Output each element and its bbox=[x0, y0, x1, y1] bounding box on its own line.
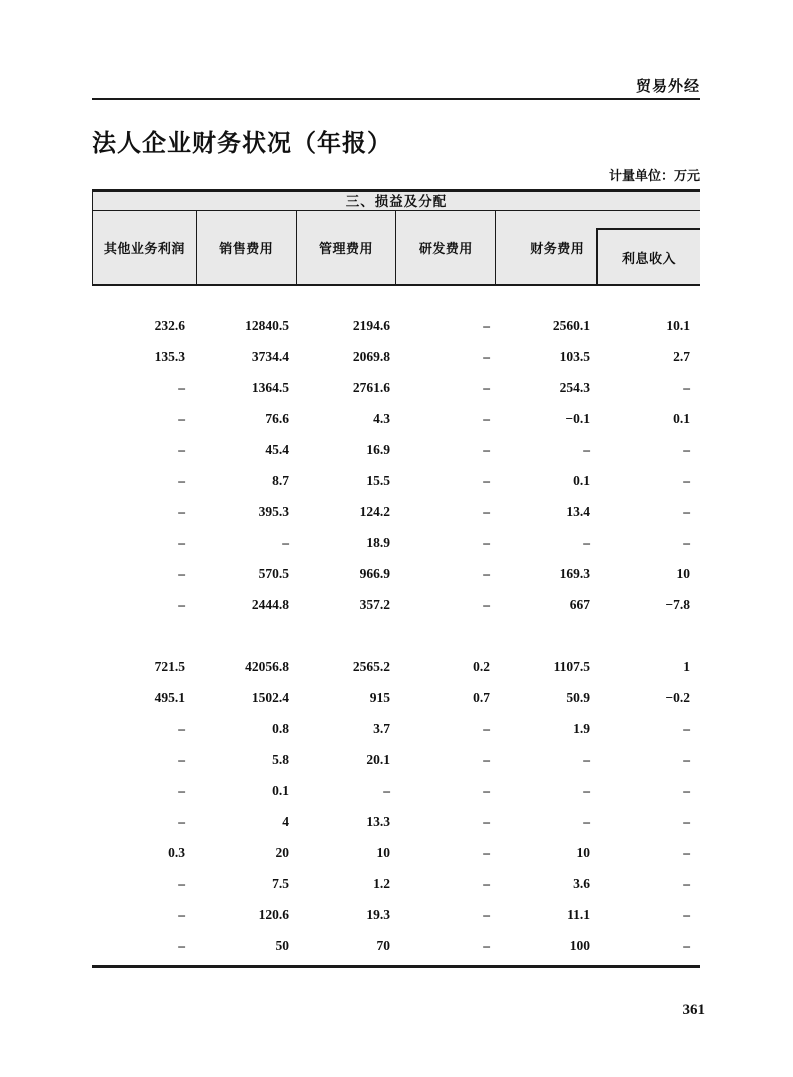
table-cell: 3.6 bbox=[573, 876, 590, 891]
table-cell: – bbox=[178, 783, 185, 798]
table-header bbox=[92, 192, 700, 286]
table-row bbox=[92, 372, 700, 403]
table-cell: 103.5 bbox=[559, 349, 590, 364]
table-cell: 4 bbox=[282, 814, 289, 829]
table-cell: 11.1 bbox=[567, 907, 590, 922]
table-cell: 50 bbox=[275, 938, 289, 953]
table-row bbox=[92, 713, 700, 744]
table-cell: – bbox=[178, 752, 185, 767]
table-cell: 42056.8 bbox=[245, 659, 289, 674]
table-cell: – bbox=[178, 442, 185, 457]
table-cell: 0.8 bbox=[272, 721, 289, 736]
table-cell: 495.1 bbox=[154, 690, 185, 705]
table-cell: 16.9 bbox=[366, 442, 390, 457]
table-cell: – bbox=[583, 752, 590, 767]
table-cell: – bbox=[683, 380, 690, 395]
table-cell: – bbox=[178, 566, 185, 581]
finance-table bbox=[92, 189, 700, 968]
table-body bbox=[92, 286, 700, 965]
column-header-financial-expenses-label: 财务费用 bbox=[530, 241, 585, 256]
table-cell: – bbox=[683, 442, 690, 457]
table-row bbox=[92, 651, 700, 682]
table-cell: 0.1 bbox=[573, 473, 590, 488]
table-cell: 12840.5 bbox=[245, 318, 289, 333]
table-cell: 20.1 bbox=[366, 752, 390, 767]
table-cell: – bbox=[583, 814, 590, 829]
column-header-administrative-expenses: 管理费用 bbox=[297, 211, 397, 284]
table-cell: −0.2 bbox=[665, 690, 690, 705]
table-cell: – bbox=[683, 845, 690, 860]
table-cell: 7.5 bbox=[272, 876, 289, 891]
table-section-header: 三、损益及分配 bbox=[93, 192, 700, 211]
table-row bbox=[92, 527, 700, 558]
table-cell: – bbox=[483, 845, 490, 860]
table-cell: 3.7 bbox=[373, 721, 390, 736]
table-row bbox=[92, 837, 700, 868]
table-cell: 15.5 bbox=[366, 473, 390, 488]
column-header-interest-income: 利息收入 bbox=[596, 228, 700, 284]
table-cell: 5.8 bbox=[272, 752, 289, 767]
table-cell: – bbox=[178, 535, 185, 550]
table-cell: – bbox=[483, 721, 490, 736]
table-cell: 10.1 bbox=[666, 318, 690, 333]
table-row bbox=[92, 434, 700, 465]
table-cell: – bbox=[178, 721, 185, 736]
table-cell: 232.6 bbox=[154, 318, 185, 333]
table-cell: 4.3 bbox=[373, 411, 390, 426]
table-cell: 395.3 bbox=[258, 504, 289, 519]
table-cell: 124.2 bbox=[359, 504, 390, 519]
table-cell: – bbox=[178, 380, 185, 395]
table-cell: 2565.2 bbox=[352, 659, 390, 674]
table-cell: 76.6 bbox=[265, 411, 289, 426]
table-cell: 1 bbox=[683, 659, 690, 674]
table-cell: 2761.6 bbox=[352, 380, 390, 395]
table-cell: – bbox=[583, 442, 590, 457]
table-cell: – bbox=[282, 535, 289, 550]
table-row bbox=[92, 899, 700, 930]
table-cell: – bbox=[483, 504, 490, 519]
table-cell: 10 bbox=[676, 566, 690, 581]
column-header-row bbox=[93, 211, 700, 284]
table-cell: – bbox=[483, 566, 490, 581]
table-cell: 135.3 bbox=[154, 349, 185, 364]
table-cell: – bbox=[683, 783, 690, 798]
table-cell: 0.7 bbox=[473, 690, 490, 705]
table-cell: – bbox=[483, 535, 490, 550]
table-cell: 357.2 bbox=[359, 597, 390, 612]
table-cell: – bbox=[683, 876, 690, 891]
table-cell: 915 bbox=[369, 690, 390, 705]
table-cell: – bbox=[683, 504, 690, 519]
table-cell: – bbox=[483, 783, 490, 798]
table-cell: 721.5 bbox=[154, 659, 185, 674]
page-number: 361 bbox=[682, 1002, 705, 1018]
table-cell: −0.1 bbox=[565, 411, 590, 426]
table-cell: – bbox=[483, 442, 490, 457]
table-cell: 120.6 bbox=[258, 907, 289, 922]
table-row bbox=[92, 465, 700, 496]
table-cell: 20 bbox=[275, 845, 289, 860]
table-cell: 70 bbox=[376, 938, 390, 953]
table-cell: – bbox=[178, 411, 185, 426]
column-header-financial-expenses bbox=[496, 211, 700, 284]
table-cell: 3734.4 bbox=[251, 349, 289, 364]
table-cell: – bbox=[483, 907, 490, 922]
table-cell: – bbox=[178, 938, 185, 953]
table-cell: 10 bbox=[376, 845, 390, 860]
table-row bbox=[92, 310, 700, 341]
column-header-selling-expenses: 销售费用 bbox=[197, 211, 297, 284]
table-row bbox=[92, 682, 700, 713]
table-cell: – bbox=[583, 783, 590, 798]
table-cell: 100 bbox=[569, 938, 590, 953]
table-cell: – bbox=[483, 597, 490, 612]
table-cell: 0.2 bbox=[473, 659, 490, 674]
table-cell: 50.9 bbox=[566, 690, 590, 705]
table-cell: – bbox=[483, 318, 490, 333]
unit-of-measure-label: 计量单位：万元 bbox=[608, 168, 700, 183]
table-cell: – bbox=[683, 907, 690, 922]
table-cell: −7.8 bbox=[665, 597, 690, 612]
table-cell: – bbox=[683, 473, 690, 488]
table-cell: 2194.6 bbox=[352, 318, 390, 333]
table-cell: 966.9 bbox=[359, 566, 390, 581]
table-cell: 2069.8 bbox=[352, 349, 390, 364]
table-cell: – bbox=[178, 597, 185, 612]
page-content bbox=[92, 0, 700, 968]
table-cell: – bbox=[483, 349, 490, 364]
table-cell: 2560.1 bbox=[552, 318, 590, 333]
table-cell: 254.3 bbox=[559, 380, 590, 395]
table-cell: – bbox=[178, 504, 185, 519]
table-row bbox=[92, 930, 700, 961]
table-cell: 667 bbox=[569, 597, 590, 612]
table-cell: – bbox=[483, 380, 490, 395]
table-cell: – bbox=[483, 876, 490, 891]
table-cell: 570.5 bbox=[258, 566, 289, 581]
table-cell: 0.1 bbox=[673, 411, 690, 426]
table-cell: – bbox=[583, 535, 590, 550]
table-cell: 0.3 bbox=[168, 845, 185, 860]
table-cell: 13.4 bbox=[566, 504, 590, 519]
table-row bbox=[92, 868, 700, 899]
table-cell: 1364.5 bbox=[251, 380, 289, 395]
table-cell: 19.3 bbox=[366, 907, 390, 922]
table-cell: – bbox=[483, 473, 490, 488]
table-cell: 13.3 bbox=[366, 814, 390, 829]
table-cell: 1502.4 bbox=[251, 690, 289, 705]
table-cell: 8.7 bbox=[272, 473, 289, 488]
table-cell: – bbox=[178, 876, 185, 891]
table-cell: – bbox=[483, 938, 490, 953]
table-row bbox=[92, 775, 700, 806]
table-cell: – bbox=[483, 752, 490, 767]
running-header: 贸易外经 bbox=[635, 78, 700, 95]
table-cell: 1.9 bbox=[573, 721, 590, 736]
table-cell: 45.4 bbox=[265, 442, 289, 457]
table-cell: – bbox=[178, 473, 185, 488]
table-row bbox=[92, 558, 700, 589]
table-cell: – bbox=[683, 721, 690, 736]
table-cell: 1.2 bbox=[373, 876, 390, 891]
table-row bbox=[92, 403, 700, 434]
table-row bbox=[92, 341, 700, 372]
table-row bbox=[92, 806, 700, 837]
table-cell: 10 bbox=[576, 845, 590, 860]
table-cell: 1107.5 bbox=[553, 659, 590, 674]
table-cell: – bbox=[178, 907, 185, 922]
table-row bbox=[92, 496, 700, 527]
table-cell: 2444.8 bbox=[251, 597, 289, 612]
table-cell: 169.3 bbox=[559, 566, 590, 581]
table-cell: – bbox=[178, 814, 185, 829]
table-cell: 2.7 bbox=[673, 349, 690, 364]
table-cell: – bbox=[683, 938, 690, 953]
column-header-rd-expenses: 研发费用 bbox=[396, 211, 496, 284]
table-cell: – bbox=[683, 752, 690, 767]
page-title: 法人企业财务状况（年报） bbox=[92, 130, 392, 157]
table-cell: – bbox=[483, 411, 490, 426]
table-cell: – bbox=[683, 535, 690, 550]
table-cell: 0.1 bbox=[272, 783, 289, 798]
table-cell: – bbox=[683, 814, 690, 829]
column-header-other-business-profit: 其他业务利润 bbox=[93, 211, 197, 284]
table-cell: 18.9 bbox=[366, 535, 390, 550]
header-rule bbox=[92, 98, 700, 100]
table-cell: – bbox=[483, 814, 490, 829]
table-row bbox=[92, 744, 700, 775]
table-row bbox=[92, 589, 700, 620]
table-cell: – bbox=[383, 783, 390, 798]
